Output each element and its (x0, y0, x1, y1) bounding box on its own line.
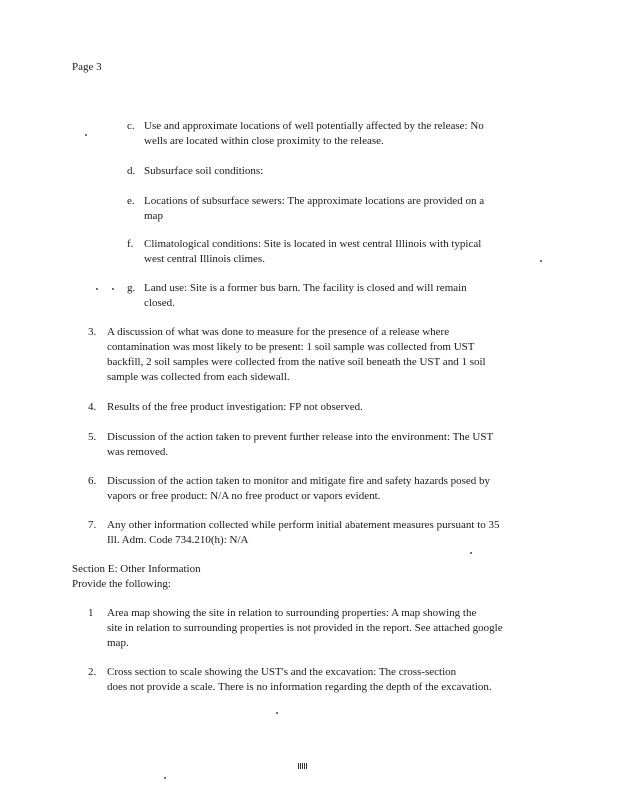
item-number: 4. (88, 401, 97, 413)
item-line: Cross section to scale showing the UST's and the excavation: The cross-section (107, 666, 457, 678)
footer-stamp-mark (298, 763, 307, 769)
scan-speck (164, 777, 166, 779)
sub-item-letter: f. (127, 238, 134, 250)
item-number: 6. (88, 475, 97, 487)
scan-speck (96, 288, 98, 290)
item-number: 5. (88, 431, 97, 443)
section-e-title: Section E: Other Information (72, 563, 201, 575)
scan-speck (276, 712, 278, 714)
item-number: 2. (88, 666, 97, 678)
sub-item-line: Climatological conditions: Site is located in west central Illinois with typical (144, 238, 482, 250)
item-line: Any other information collected while perform initial abatement measures pursuant to 35 (107, 519, 500, 531)
sub-item-letter: c. (127, 120, 135, 132)
item-line: contamination was most likely to be present: 1 soil sample was collected from UST (107, 341, 475, 353)
item-line: does not provide a scale. There is no information regarding the depth of the excavation. (107, 681, 492, 693)
item-line: Results of the free product investigation: FP not observed. (107, 401, 363, 413)
sub-item-line: wells are located within close proximity to the release. (144, 135, 384, 147)
section-e-intro: Provide the following: (72, 578, 171, 590)
sub-item-line: Land use: Site is a former bus barn. The facility is closed and will remain (144, 282, 467, 294)
sub-item-line: Use and approximate locations of well potentially affected by the release: No (144, 120, 484, 132)
sub-item-line: closed. (144, 297, 175, 309)
item-line: sample was collected from each sidewall. (107, 371, 290, 383)
item-line: site in relation to surrounding properties is not provided in the report. See attached google (107, 622, 503, 634)
sub-item-line: west central Illinois climes. (144, 253, 265, 265)
item-line: Ill. Adm. Code 734.210(h): N/A (107, 534, 249, 546)
scan-speck (540, 260, 542, 262)
item-line: Discussion of the action taken to monitor and mitigate fire and safety hazards posed by (107, 475, 491, 487)
page-header: Page 3 (72, 61, 102, 73)
scan-speck (85, 134, 87, 136)
scan-speck (470, 552, 472, 554)
sub-item-letter: d. (127, 165, 136, 177)
item-line: backfill, 2 soil samples were collected from the native soil beneath the UST and 1 soil (107, 356, 486, 368)
item-line: was removed. (107, 446, 169, 458)
sub-item-letter: e. (127, 195, 135, 207)
item-line: Area map showing the site in relation to surrounding properties: A map showing the (107, 607, 477, 619)
item-number: 3. (88, 326, 97, 338)
item-line: map. (107, 637, 129, 649)
sub-item-line: Subsurface soil conditions: (144, 165, 264, 177)
item-line: Discussion of the action taken to prevent further release into the environment: The UST (107, 431, 494, 443)
sub-item-letter: g. (127, 282, 136, 294)
sub-item-line: map (144, 210, 163, 222)
item-number: 1 (88, 607, 94, 619)
item-line: vapors or free product: N/A no free product or vapors evident. (107, 490, 381, 502)
scan-speck (112, 288, 114, 290)
item-line: A discussion of what was done to measure for the presence of a release where (107, 326, 450, 338)
sub-item-line: Locations of subsurface sewers: The approximate locations are provided on a (144, 195, 485, 207)
item-number: 7. (88, 519, 97, 531)
